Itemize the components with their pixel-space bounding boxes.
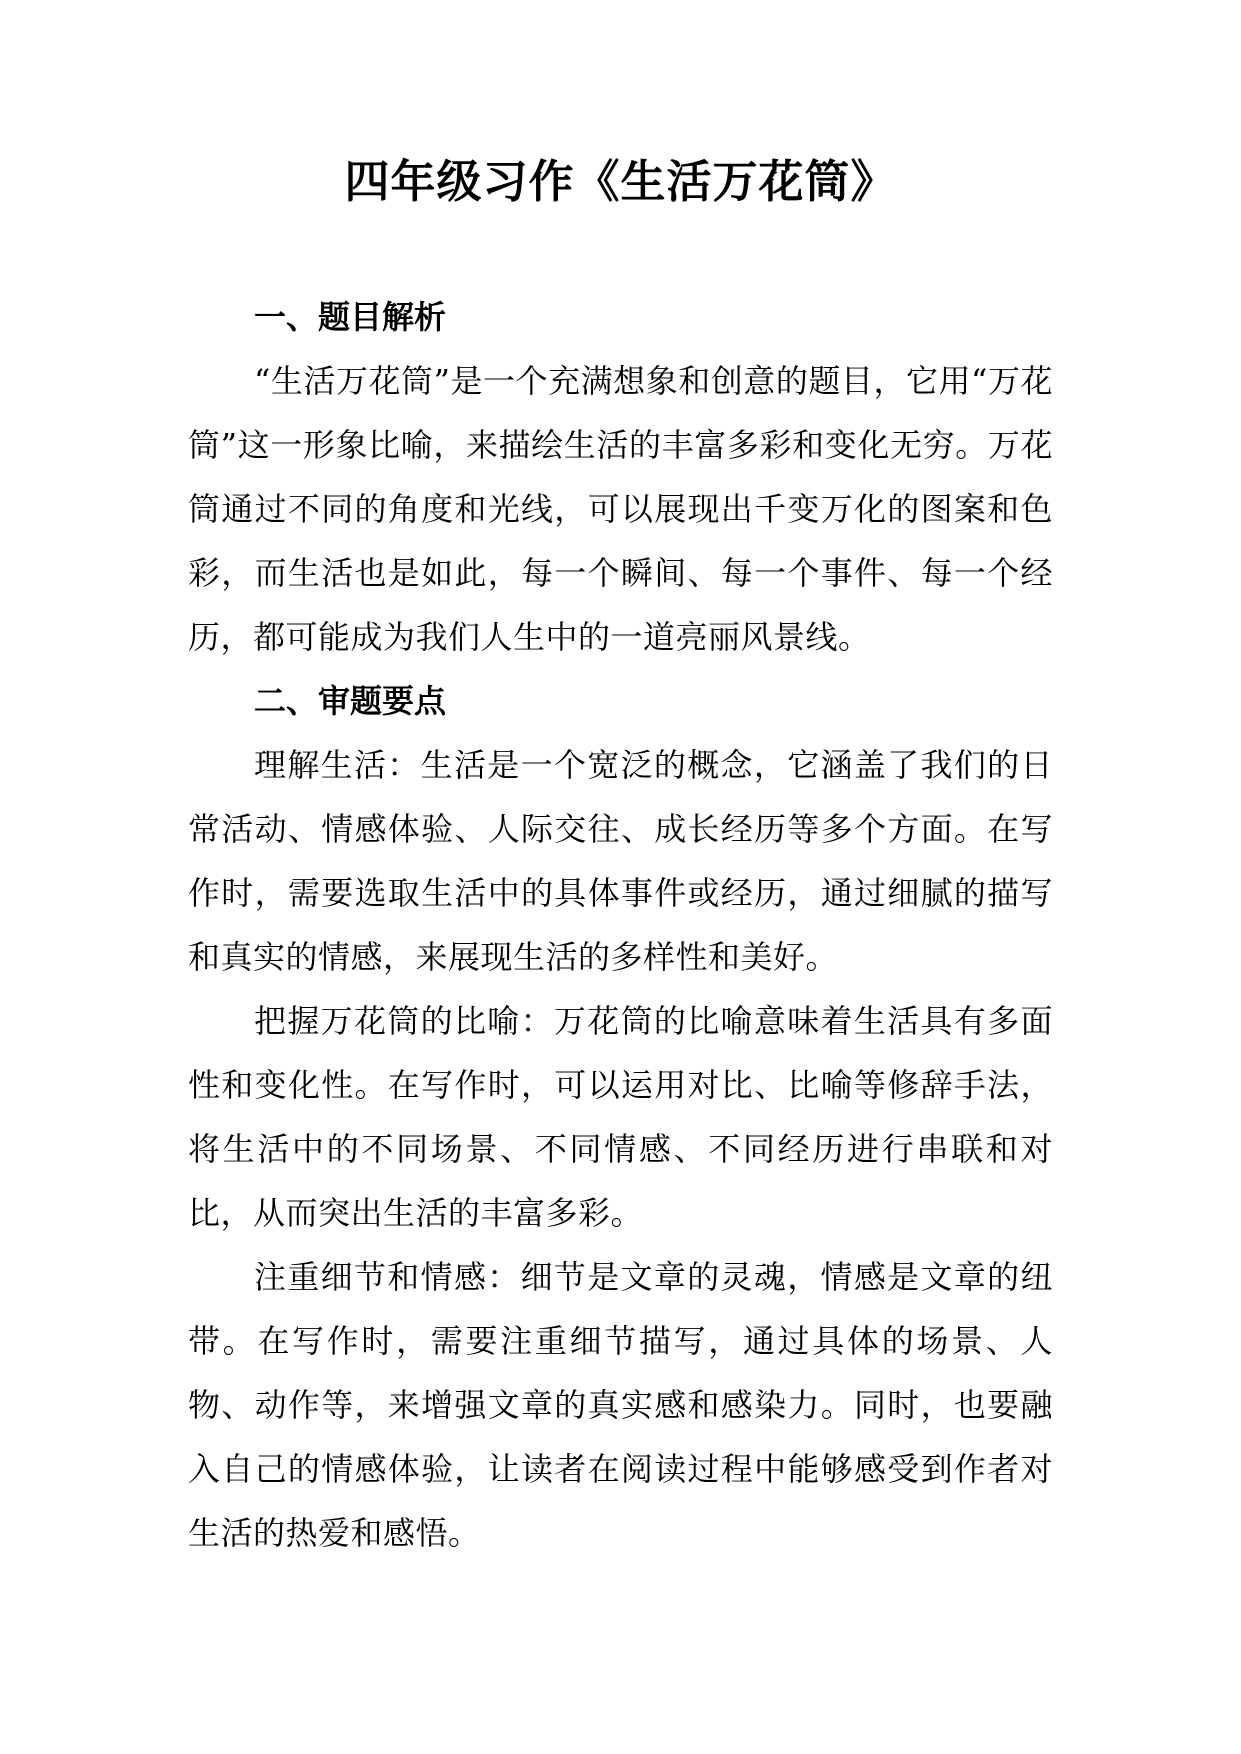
- paragraph-analysis: “生活万花筒”是一个充满想象和创意的题目，它用“万花筒”这一形象比喻，来描绘生活的丰富多彩和变化无穷。万花筒通过不同的角度和光线，可以展现出千变万化的图案和色彩，而生活也是如此，每一个瞬间、每一个事件、每一个经历，都可能成为我们人生中的一道亮丽风景线。: [188, 362, 1053, 656]
- document-title: 四年级习作《生活万花筒》: [344, 155, 897, 208]
- paragraph-understand-life: 理解生活：生活是一个宽泛的概念，它涵盖了我们的日常活动、情感体验、人际交往、成长经历等多个方面。在写作时，需要选取生活中的具体事件或经历，通过细腻的描写和真实的情感，来展现生活的多样性和美好。: [188, 746, 1053, 976]
- document-body: [188, 285, 1053, 1565]
- section-heading-key-points: 二、审题要点: [254, 682, 447, 720]
- paragraph-kaleidoscope-metaphor: 把握万花筒的比喻：万花筒的比喻意味着生活具有多面性和变化性。在写作时，可以运用对比、比喻等修辞手法，将生活中的不同场景、不同情感、不同经历进行串联和对比，从而突出生活的丰富多彩。: [188, 1002, 1053, 1232]
- section-heading-analysis: 一、题目解析: [254, 298, 447, 336]
- paragraph-details-emotion: 注重细节和情感：细节是文章的灵魂，情感是文章的纽带。在写作时，需要注重细节描写，通过具体的场景、人物、动作等，来增强文章的真实感和感染力。同时，也要融入自己的情感体验，让读者在阅读过程中能够感受到作者对生活的热爱和感悟。: [188, 1258, 1053, 1552]
